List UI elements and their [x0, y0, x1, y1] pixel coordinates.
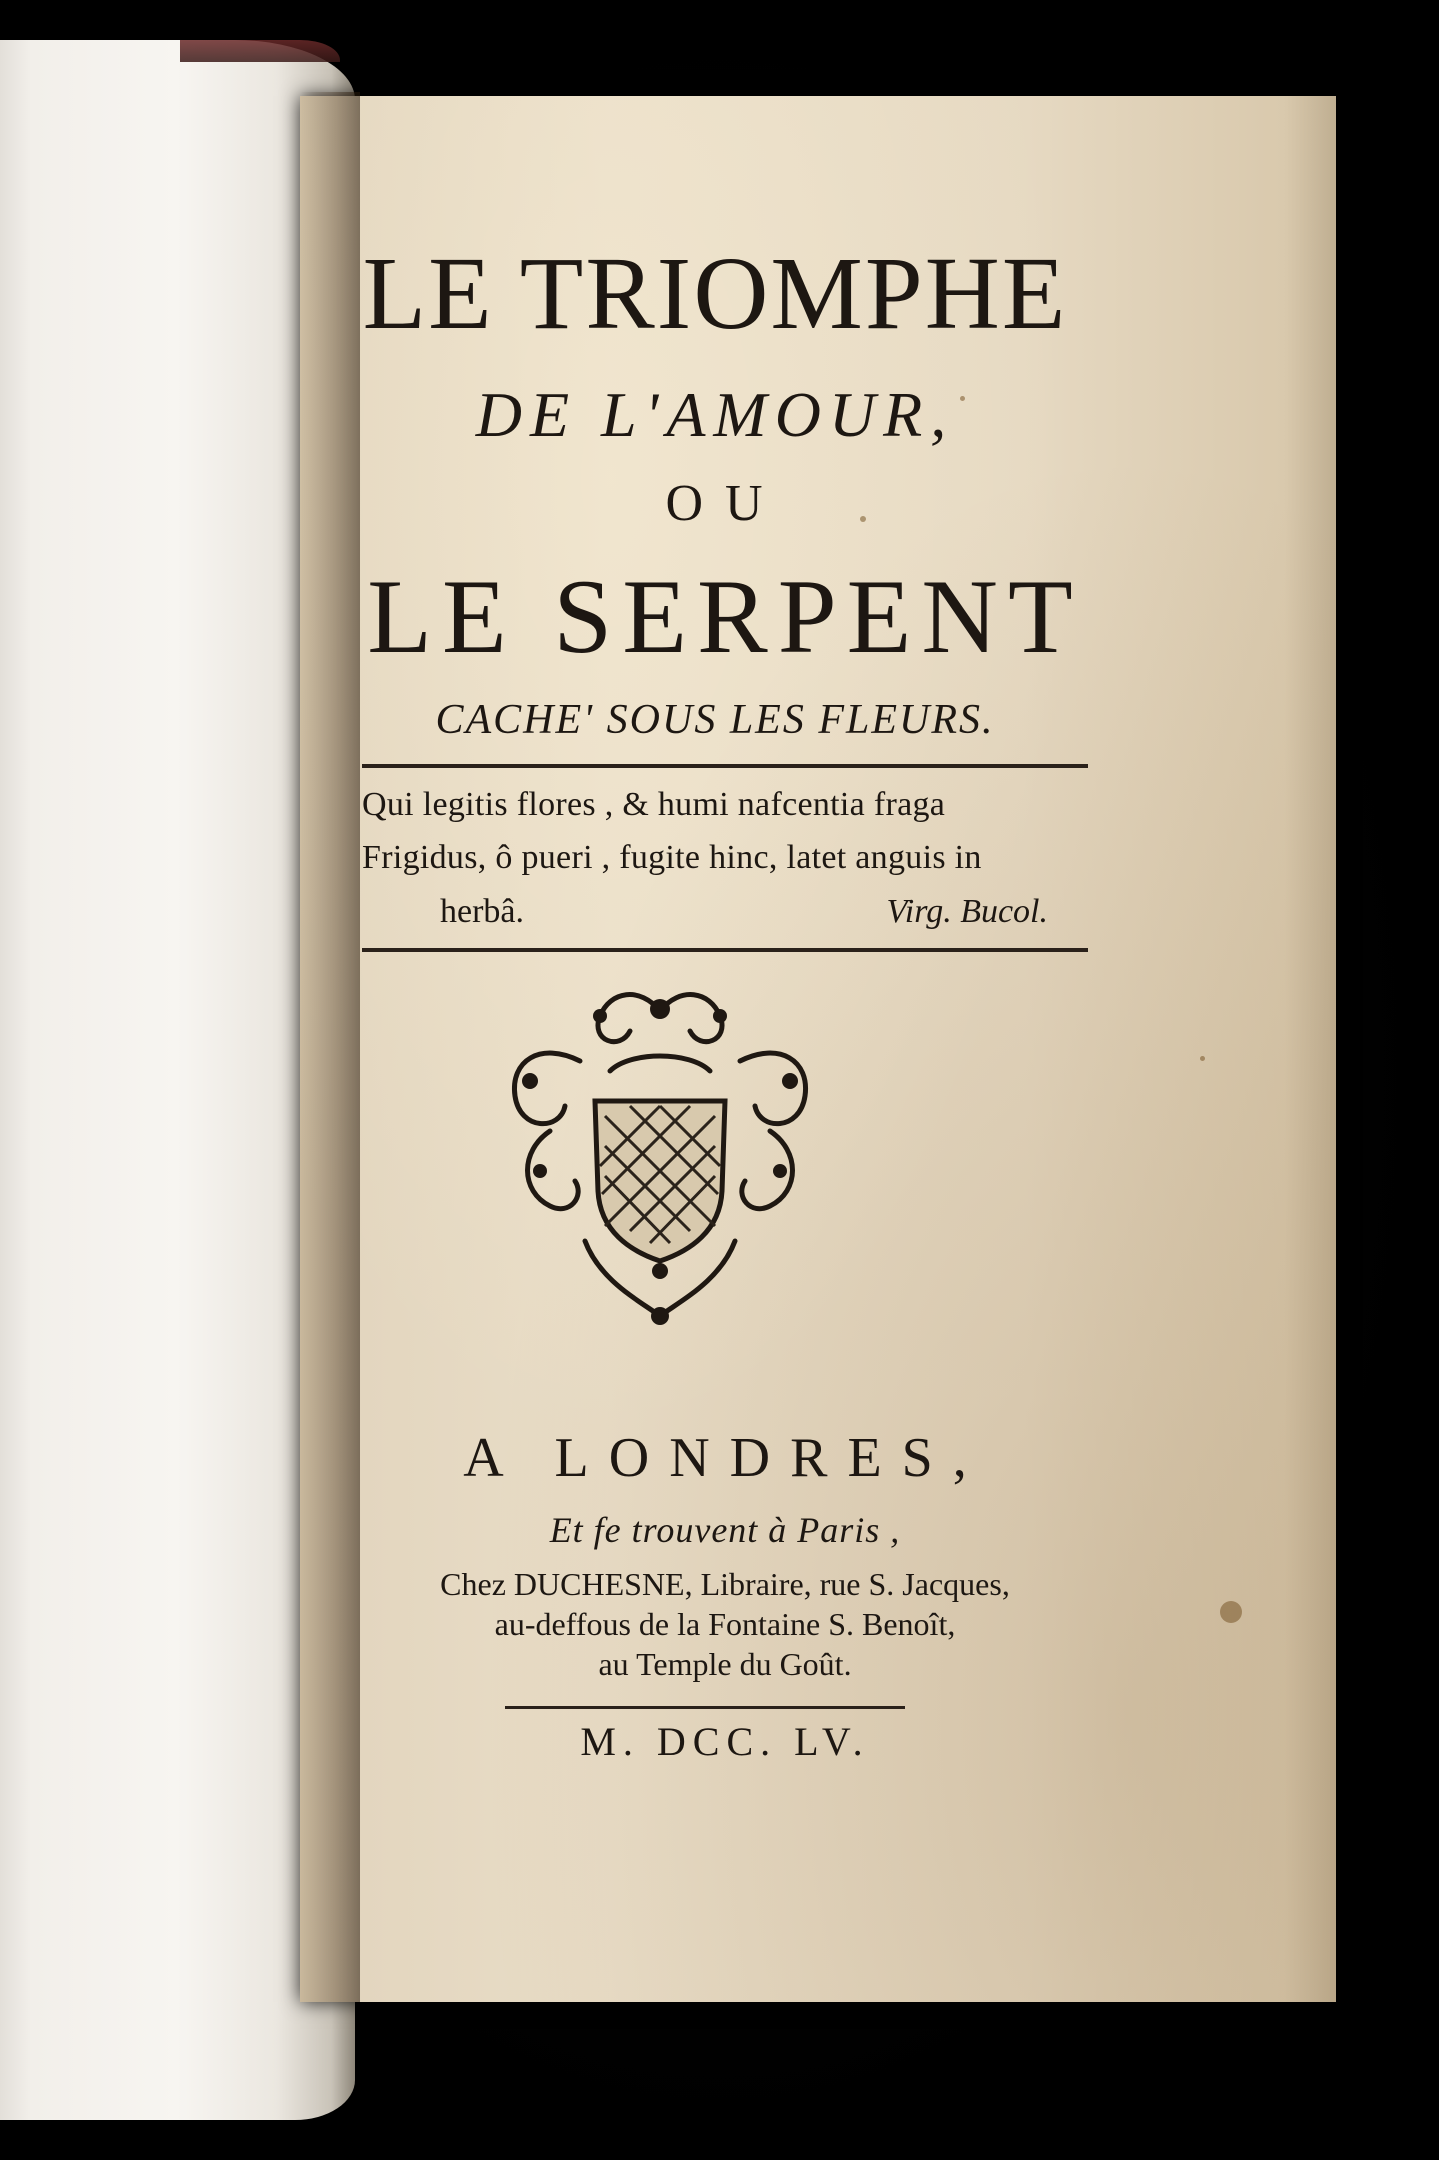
epigraph-line-1: Qui legitis flores , & humi nafcentia fraga: [362, 786, 946, 823]
title-line-2: DE L'AMOUR,: [475, 379, 955, 450]
gutter-shadow: [300, 92, 360, 2002]
imprint-place: A LONDRES,: [463, 1427, 987, 1489]
foxing-spot: [1200, 1056, 1205, 1061]
foxing-spot: [860, 516, 866, 522]
title-line-4: LE SERPENT: [367, 558, 1083, 675]
title-page: [300, 96, 1336, 2002]
imprint-line-2: Chez DUCHESNE, Libraire, rue S. Jacques,: [440, 1566, 1010, 1602]
imprint-line-1: Et fe trouvent à Paris ,: [549, 1510, 901, 1550]
epigraph-line-2: Frigidus, ô pueri , fugite hinc, latet anguis in: [362, 839, 982, 876]
binding-edge: [180, 40, 340, 62]
imprint-line-4: au Temple du Goût.: [598, 1646, 852, 1682]
epigraph-bottom-rule: [362, 948, 1088, 952]
imprint-date: M. DCC. LV.: [580, 1719, 870, 1764]
title-line-1: LE TRIOMPHE: [362, 236, 1068, 351]
printer-ornament-icon: [490, 981, 830, 1331]
title-page-content: [300, 96, 1336, 2002]
epigraph-attribution: Virg. Bucol.: [886, 893, 1048, 930]
title-line-3: OU: [665, 475, 785, 532]
imprint-line-3: au-deffous de la Fontaine S. Benoît,: [494, 1606, 956, 1642]
foxing-spot: [1220, 1601, 1242, 1623]
epigraph-line-3-text: herbâ.: [440, 893, 525, 930]
epigraph-top-rule: [362, 764, 1088, 768]
subtitle: CACHE' SOUS LES FLEURS.: [435, 697, 995, 743]
date-rule: [505, 1706, 905, 1709]
foxing-spot: [960, 396, 965, 401]
